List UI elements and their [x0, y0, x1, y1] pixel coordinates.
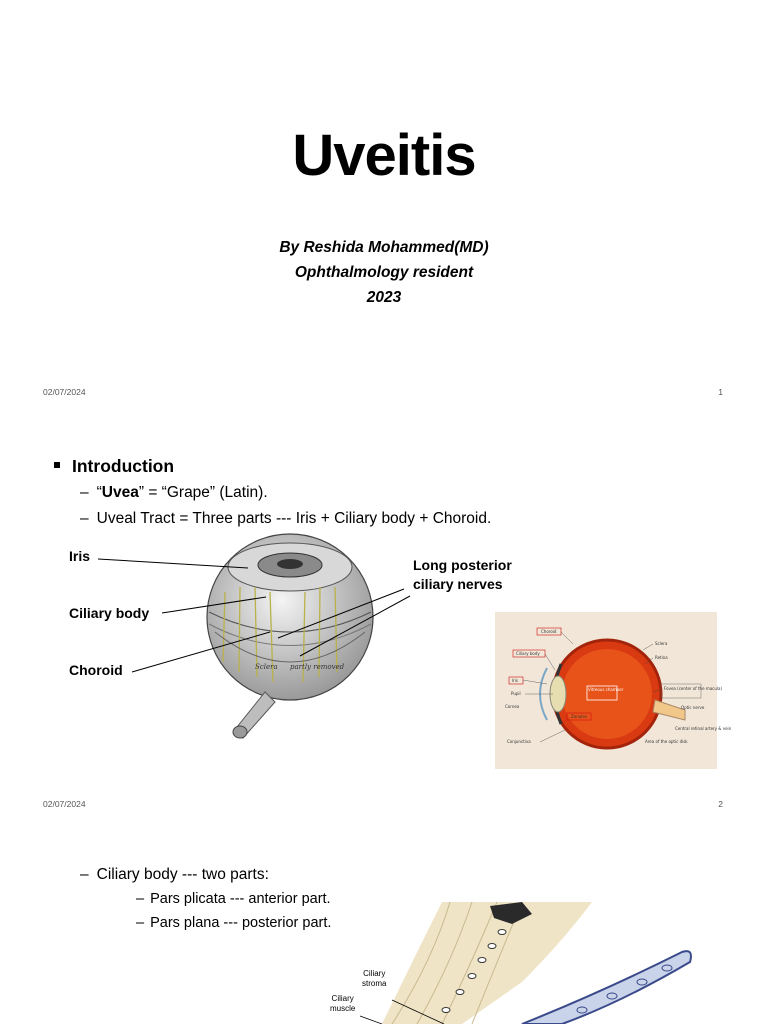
- svg-text:Ciliary body: Ciliary body: [516, 651, 540, 656]
- slide-number: 2: [718, 799, 723, 809]
- svg-text:partly removed: partly removed: [290, 663, 345, 671]
- label-ciliary-muscle: Ciliary muscle: [330, 994, 356, 1013]
- title-slide: [0, 0, 768, 412]
- svg-text:Conjunctiva: Conjunctiva: [507, 739, 531, 744]
- svg-text:Fovea (center of the macula): Fovea (center of the macula): [664, 686, 723, 691]
- introduction-slide: [0, 412, 768, 822]
- svg-text:Sclera: Sclera: [655, 641, 668, 646]
- svg-text:Iris: Iris: [512, 678, 519, 683]
- uveal-tract-line: – Uveal Tract = Three parts --- Iris + Ciliary body + Choroid.: [80, 510, 492, 527]
- svg-text:Optic nerve: Optic nerve: [681, 705, 705, 710]
- svg-text:Vitreous chamber: Vitreous chamber: [588, 687, 624, 692]
- heading-introduction: Introduction: [54, 456, 174, 477]
- label-iris: Iris: [69, 548, 91, 564]
- dash-bullet-icon: –: [136, 891, 145, 907]
- label-ciliary-stroma: Ciliary stroma: [362, 969, 387, 988]
- svg-text:Retina: Retina: [655, 655, 668, 660]
- svg-text:Sclera: Sclera: [255, 663, 278, 671]
- dash-bullet-icon: –: [80, 484, 89, 501]
- ciliary-body-line: – Ciliary body --- two parts:: [80, 866, 269, 883]
- presentation-title: Uveitis: [292, 123, 476, 188]
- ciliary-body-slide: [0, 822, 768, 1024]
- pars-plicata-line: – Pars plicata --- anterior part.: [136, 891, 331, 907]
- eye-cross-section-diagram: [495, 612, 732, 769]
- svg-text:Cornea: Cornea: [505, 704, 520, 709]
- svg-text:Area of the optic disk: Area of the optic disk: [645, 739, 688, 744]
- role-line: Ophthalmology resident: [294, 264, 474, 281]
- ciliary-body-histology-illustration: [322, 902, 722, 1024]
- label-nerves-line2: ciliary nerves: [413, 576, 503, 592]
- svg-text:Central retinal artery & vein: Central retinal artery & vein: [675, 726, 732, 731]
- year-line: 2023: [366, 289, 402, 306]
- svg-text:Zonules: Zonules: [571, 714, 587, 719]
- author-line: By Reshida Mohammed(MD): [279, 239, 489, 256]
- pars-plana-line: – Pars plana --- posterior part.: [136, 915, 332, 931]
- slide-number: 1: [718, 387, 723, 397]
- label-nerves-line1: Long posterior: [413, 557, 512, 573]
- slide-date: 02/07/2024: [43, 799, 86, 809]
- label-choroid: Choroid: [69, 662, 123, 678]
- label-ciliary-body: Ciliary body: [69, 605, 150, 621]
- dash-bullet-icon: –: [80, 510, 89, 527]
- slide-date: 02/07/2024: [43, 387, 86, 397]
- svg-text:Choroid: Choroid: [541, 629, 557, 634]
- dash-bullet-icon: –: [80, 866, 89, 883]
- svg-text:Pupil: Pupil: [511, 691, 521, 696]
- uvea-definition: – “Uvea” = “Grape” (Latin).: [80, 484, 268, 501]
- dash-bullet-icon: –: [136, 915, 145, 931]
